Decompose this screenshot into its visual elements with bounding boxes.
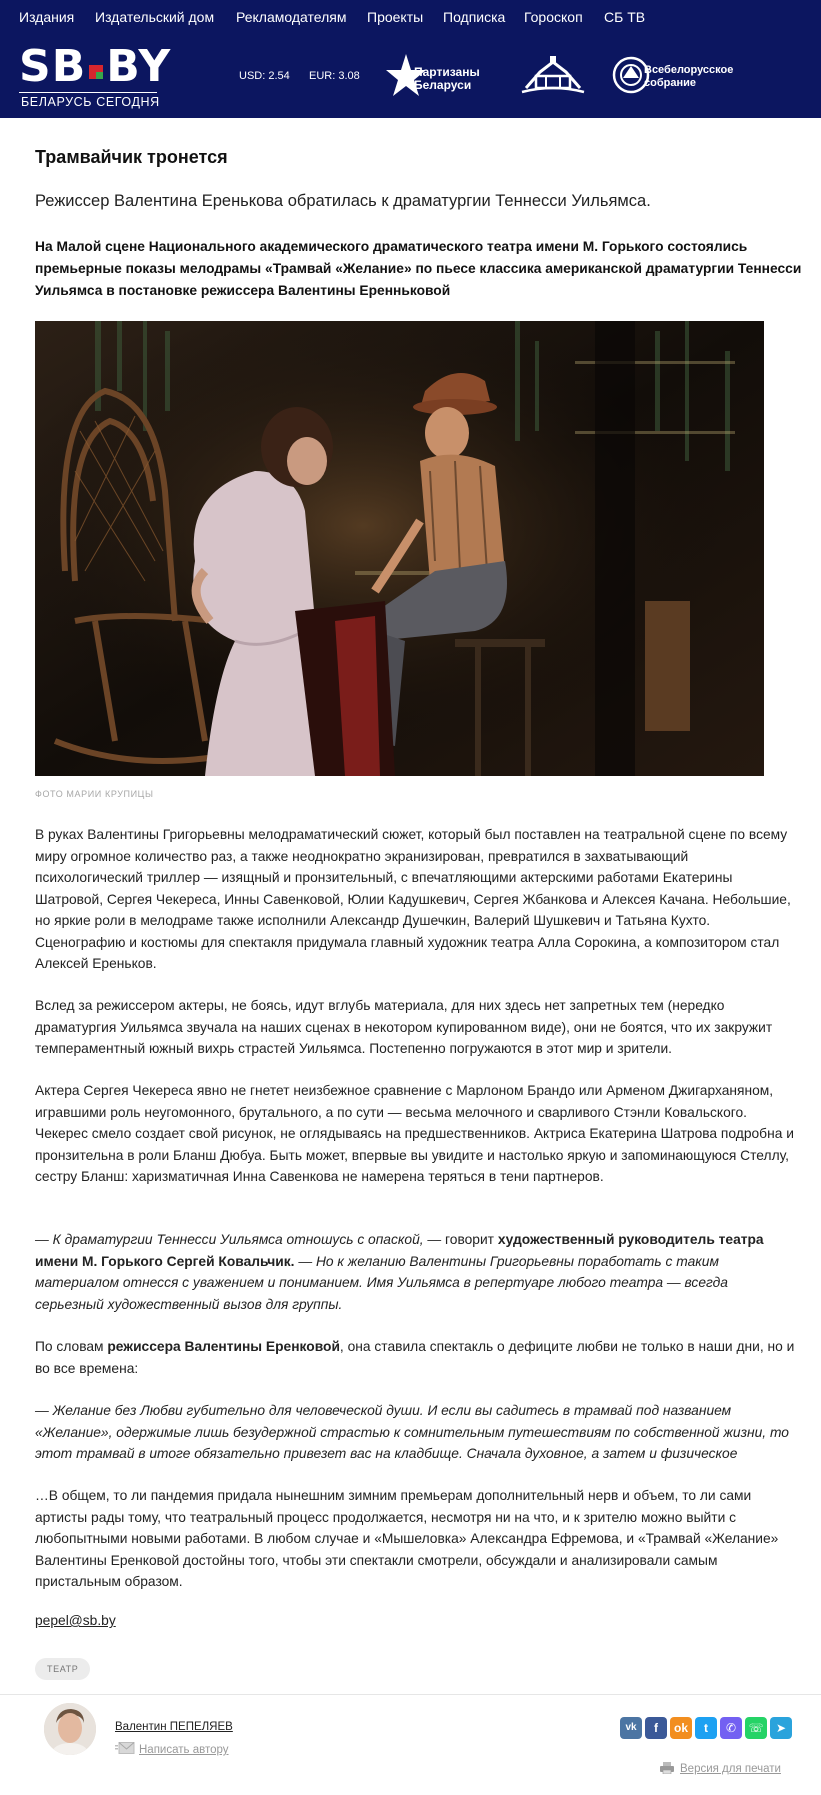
nav-item-subscription[interactable]: Подписка [443,9,506,25]
article-subtitle: Режиссер Валентина Еренькова обратилась к драматургии Теннесси Уильямса. [35,192,651,210]
quote-body: — Но к желанию Валентины Григорьевны поработать с таким материалом отнесся с уважением и пониманием. Имя Уильямса в репертуаре любого театра — всегда серьезный художественный вызов для группы. [35,1253,728,1312]
nav-item-publications[interactable]: Издания [19,9,75,25]
nav-item-sb-tv[interactable]: СБ ТВ [604,9,646,25]
quote-intro: — К драматургии Теннесси Уильямса отношусь с опаской, — [35,1232,442,1247]
write-author-link[interactable]: Написать автору [115,1742,229,1756]
director-name: режиссера Валентины Еренковой [107,1339,340,1354]
author-portrait [44,1703,96,1755]
tag-theatre[interactable]: ТЕАТР [35,1658,90,1680]
logo-subtitle: БЕЛАРУСЬ СЕГОДНЯ [21,95,160,109]
footer-divider [0,1694,821,1695]
quote-speaker: художественный руководитель театра имени М. Горького Сергей Ковальчик. [35,1232,764,1269]
logo-wordmark: SB BY [19,41,172,92]
print-version-link[interactable]: Версия для печати [660,1762,781,1775]
top-navigation [0,0,821,36]
assembly-label: Всебелорусское собрание [644,64,734,89]
article-photo [35,321,764,776]
article-title: Трамвайчик тронется [35,147,228,167]
article-paragraph-1: В руках Валентины Григорьевны мелодраматический сюжет, который был поставлен на театральной сцене по всему миру огромное количество раз, а также неоднократно экранизирован, превратился в захватывающий психологический триллер — изящный и пронзительный, с впечатляющими актерскими работами Екатерины Шатровой, Сергея Чекереса, Инны Савенковой, Юлии Кадушкевич, Сергея Жбанкова и Алексея Качана. Небольшие, но яркие роли в мелодраме также исполнили Александр Душечкин, Валерий Шушкевич и Татьяна Кухто. Сценографию и костюмы для спектакля придумала главный художник театра Алла Сорокина, а композитором стал Алексей Ереньков. [35,827,791,971]
article-paragraph-3: Актера Сергея Чекереса явно не гнетет неизбежное сравнение с Марлоном Брандо или Арменом Джигарханяном, игравшими роль неугомонного, брутального, а по сути — весьма мелочного и сварливого Стэнли Ковальского. Чекерес смело создает свой рисунок, не оглядываясь на предшественников. Актриса Екатерина Шатрова подробна и пронзительна в роли Бланш Дюбуа. Быть может, впервые вы увидите и настолько яркую и запоминающуюся Стеллу, сестру Бланш: харизматичная Инна Савенкова не намерена теряться в тени партнеров. [35,1083,794,1184]
nav-item-projects[interactable]: Проекты [367,9,424,25]
photo-caption: ФОТО МАРИИ КРУПИЦЫ [35,789,154,799]
author-avatar[interactable] [44,1703,96,1755]
vk-icon[interactable]: vk [620,1717,642,1739]
house-logo-link[interactable] [520,52,586,100]
author-name-link[interactable]: Валентин ПЕПЕЛЯЕВ [115,1721,233,1733]
article-paragraph-4 [35,1229,795,1315]
eur-rate: EUR: 3.08 [309,70,360,82]
usd-rate: USD: 2.54 [239,70,290,82]
nav-item-horoscope[interactable]: Гороскоп [524,9,583,25]
logo-divider [19,92,157,93]
assembly-link[interactable] [612,52,736,100]
logo-dot-icon [89,65,103,79]
site-header [0,0,821,118]
article-paragraph-6 [35,1400,795,1465]
theatre-scene-illustration [35,321,764,776]
house-icon [520,54,586,98]
whatsapp-icon[interactable]: ☏ [745,1717,767,1739]
partisans-label: Партизаны Беларуси [414,65,480,92]
facebook-icon[interactable]: f [645,1717,667,1739]
printer-icon [660,1762,674,1774]
author-email-link[interactable]: pepel@sb.by [35,1613,116,1628]
nav-item-publishing-house[interactable]: Издательский дом [95,9,215,25]
envelope-icon [115,1742,135,1754]
site-logo[interactable] [19,41,172,114]
article-paragraph-2: Вслед за режиссером актеры, не боясь, идут вглубь материала, для них здесь нет запретных тем (нередко драматургия Уильямса звучала на наших сценах в некотором купированном виде), они не боятся, что их закружит темпераментный южный вихрь страстей Уильямса. Постепенно погружаются в этот мир и зрители. [35,998,773,1056]
director-quote: — Желание без Любви губительно для человеческой души. И если вы садитесь в трамвай под названием «Желание», одержимые лишь безудержной страстью к сомнительным путешествиям по собственной жизни, то этот трамвай в итоге обязательно привезет вас на кладбище. Сначала духовное, а затем и физическое [35,1403,789,1461]
partisans-link[interactable] [386,52,496,100]
viber-icon[interactable]: ✆ [720,1717,742,1739]
article-paragraph-7: …В общем, то ли пандемия придала нынешним зимним премьерам дополнительный нерв и объем, то ли сами артисты рады тому, что театральный процесс продолжается, несмотря ни на что, и к зрителю можно выйти с любопытными новыми работами. В любом случае и «Мышеловка» Александра Ефремова, и «Трамвай «Желание» Валентины Еренковой достойны того, чтобы эти спектакли смотрели, обсуждали и анализировали самым пристальным образом. [35,1488,779,1589]
article-paragraph-5: По словам режиссера Валентины Еренковой, она ставила спектакль о дефиците любви не только в наши дни, но и во все времена: [35,1339,795,1376]
nav-item-advertisers[interactable]: Рекламодателям [236,9,347,25]
article-lead: На Малой сцене Национального академического драматического театра имени М. Горького состоялись премьерные показы мелодрамы «Трамвай «Желание» по пьесе классика американской драматургии Теннесси Уильямса в постановке режиссера Валентины Еренньковой [35,239,802,298]
twitter-icon[interactable]: t [695,1717,717,1739]
odnoklassniki-icon[interactable]: ok [670,1717,692,1739]
telegram-icon[interactable]: ➤ [770,1717,792,1739]
quote-says: говорит [441,1232,498,1247]
